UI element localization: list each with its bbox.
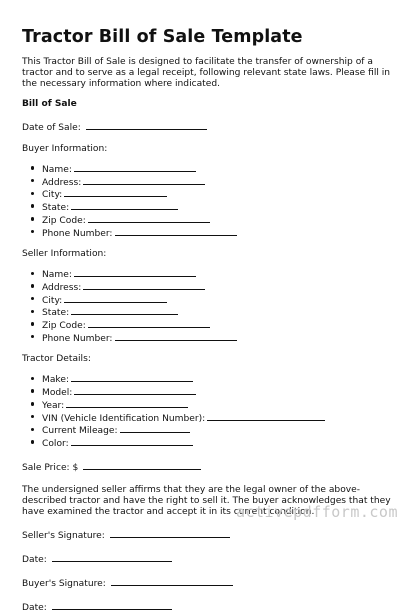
buyer-zip-field[interactable] (88, 214, 210, 223)
tractor-mileage-label: Current Mileage: (42, 426, 118, 437)
buyer-phone-item (42, 227, 394, 240)
seller-state-label: State: (42, 308, 70, 319)
seller-zip-field[interactable] (88, 319, 210, 328)
tractor-vin-field[interactable] (207, 412, 325, 421)
seller-state-item (42, 306, 394, 319)
seller-field-list (22, 268, 394, 344)
buyer-date-label: Date: (22, 602, 47, 613)
intro-paragraph: This Tractor Bill of Sale is designed to facilitate the transfer of ownership of a tractor and to serve as a legal receipt, following relevant state laws. Please fill in the necessary information where indicated. (22, 57, 391, 89)
buyer-address-label: Address: (42, 177, 82, 188)
seller-city-item (42, 294, 394, 307)
tractor-field-list (22, 373, 394, 449)
buyer-heading: Buyer Information: (22, 144, 108, 154)
tractor-vin-label: VIN (Vehicle Identification Number): (42, 413, 206, 424)
buyer-signature-field[interactable] (111, 577, 233, 586)
seller-name-label: Name: (42, 270, 72, 281)
buyer-city-field[interactable] (64, 188, 167, 197)
seller-signature-label: Seller's Signature: (22, 530, 105, 541)
date-of-sale-field[interactable] (86, 121, 207, 130)
seller-address-label: Address: (42, 282, 82, 293)
seller-zip-item (42, 319, 394, 332)
buyer-address-field[interactable] (83, 176, 205, 185)
buyer-field-list (22, 163, 394, 239)
seller-date-row (22, 553, 394, 566)
seller-date-label: Date: (22, 554, 47, 565)
tractor-year-label: Year: (42, 400, 65, 411)
tractor-color-label: Color: (42, 438, 69, 449)
tractor-vin-item (42, 412, 394, 425)
seller-address-item (42, 281, 394, 294)
buyer-signature-row (22, 577, 394, 590)
tractor-model-item (42, 386, 394, 399)
sale-price-field[interactable] (83, 461, 201, 470)
seller-address-field[interactable] (83, 281, 205, 290)
seller-heading: Seller Information: (22, 249, 107, 260)
seller-phone-field[interactable] (115, 332, 237, 341)
buyer-date-row (22, 601, 394, 614)
seller-name-field[interactable] (74, 268, 196, 277)
tractor-year-field[interactable] (66, 399, 188, 408)
seller-name-item (42, 268, 394, 281)
tractor-make-label: Make: (42, 375, 70, 386)
seller-state-field[interactable] (71, 306, 178, 315)
tractor-year-item (42, 399, 394, 412)
seller-signature-row (22, 529, 394, 542)
sale-price-label: Sale Price: $ (22, 462, 79, 473)
tractor-color-field[interactable] (71, 437, 193, 446)
tractor-model-field[interactable] (74, 386, 196, 395)
tractor-make-field[interactable] (71, 373, 193, 382)
document-title: Tractor Bill of Sale Template (22, 27, 303, 47)
section-heading: Bill of Sale (22, 99, 77, 109)
tractor-mileage-item (42, 424, 394, 437)
sale-price-row (22, 461, 394, 474)
seller-signature-field[interactable] (110, 529, 230, 538)
seller-city-label: City: (42, 295, 63, 306)
seller-phone-item (42, 332, 394, 345)
buyer-state-label: State: (42, 203, 70, 214)
buyer-state-item (42, 201, 394, 214)
seller-date-field[interactable] (52, 553, 172, 562)
buyer-city-label: City: (42, 190, 63, 201)
date-of-sale-row (22, 121, 394, 134)
affirmation-paragraph: The undersigned seller affirms that they are the legal owner of the above-described tractor and have the right to sell it. The buyer acknowledges that they have examined the tractor and accept it in its current condition. (22, 484, 391, 517)
buyer-zip-label: Zip Code: (42, 215, 86, 226)
buyer-state-field[interactable] (71, 201, 178, 210)
tractor-color-item (42, 437, 394, 450)
tractor-mileage-field[interactable] (120, 424, 190, 433)
tractor-model-label: Model: (42, 388, 73, 399)
buyer-phone-label: Phone Number: (42, 228, 113, 239)
buyer-name-label: Name: (42, 165, 72, 175)
seller-city-field[interactable] (64, 294, 167, 303)
document-page (22, 26, 394, 614)
buyer-name-item (42, 163, 394, 176)
buyer-address-item (42, 176, 394, 189)
buyer-zip-item (42, 214, 394, 227)
tractor-heading: Tractor Details: (22, 354, 91, 365)
seller-phone-label: Phone Number: (42, 333, 113, 344)
date-of-sale-label: Date of Sale: (22, 123, 81, 133)
buyer-signature-label: Buyer's Signature: (22, 578, 106, 589)
seller-zip-label: Zip Code: (42, 321, 86, 332)
buyer-city-item (42, 188, 394, 201)
buyer-name-field[interactable] (74, 163, 196, 172)
buyer-date-field[interactable] (52, 601, 172, 610)
watermark: activepdfform.com (235, 503, 398, 521)
tractor-make-item (42, 373, 394, 386)
buyer-phone-field[interactable] (115, 227, 237, 236)
